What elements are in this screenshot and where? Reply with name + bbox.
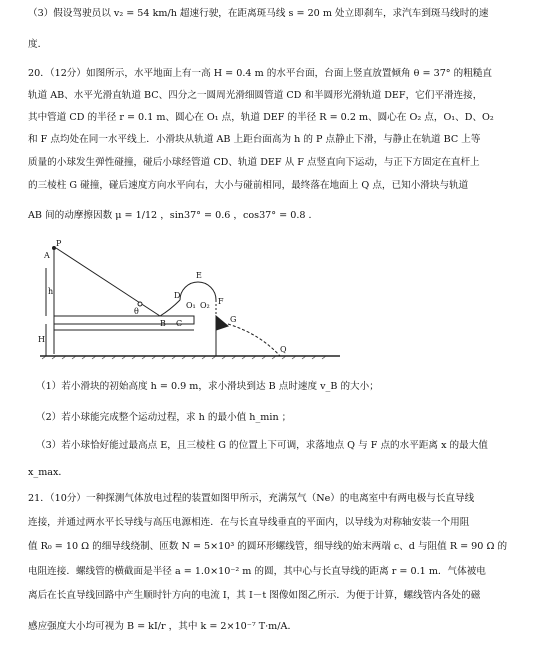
q20-line3: 其中管道 CD 的半径 r = 0.1 m、圆心在 O₁ 点，轨道 DEF 的半径 R = 0.2 m、圆心在 O₂ 点，O₁、D、O₂ bbox=[28, 112, 494, 123]
q20-line6: 的三棱柱 G 碰撞，碰后速度方向水平向右，大小与碰前相同，最终落在地面上 Q 点，已知小滑块与轨道 bbox=[28, 180, 469, 191]
semicircle-def bbox=[180, 282, 216, 300]
q20-part1: （1）若小滑块的初始高度 h = 0.9 m，求小滑块到达 B 点时速度 v_B 的大小； bbox=[36, 381, 379, 392]
q21-line1: 21．（10分）一种探测气体放电过程的装置如图甲所示，充满氖气（Ne）的电离室中有两电极与长直导线 bbox=[28, 493, 475, 504]
q20-line1: 20．（12分）如图所示，水平地面上有一高 H = 0.4 m 的水平台面，台面上竖直放置倾角 θ = 37° 的粗糙直 bbox=[28, 68, 493, 79]
q21-line4: 电阻连接．螺线管的横截面是半径 a = 1.0×10⁻² m 的圆，其中心与长直导线的距离 r = 0.1 m．气体被电 bbox=[28, 566, 486, 577]
platform bbox=[54, 316, 194, 324]
label-o1: O₁ bbox=[186, 301, 196, 310]
q20-line7: AB 间的动摩擦因数 μ = 1/12 ，sin37° = 0.6 ，cos37° = 0.8 ． bbox=[28, 210, 319, 221]
q19-part3-line2: 度． bbox=[28, 39, 48, 50]
q20-line2: 轨道 AB、水平光滑直轨道 BC、四分之一圆周光滑细圆管道 CD 和半圆形光滑轨道 DEF，它们平滑连接， bbox=[28, 90, 483, 101]
label-g: G bbox=[230, 315, 237, 324]
q20-part2: （2）若小球能完成整个运动过程，求 h 的最小值 h_min ； bbox=[36, 412, 292, 423]
label-a: A bbox=[44, 251, 50, 260]
q20-part3-line2: x_max． bbox=[28, 467, 69, 478]
track-diagram bbox=[40, 238, 340, 370]
label-e: E bbox=[196, 271, 202, 280]
prism-g bbox=[216, 316, 228, 330]
ball-marker bbox=[138, 302, 142, 306]
label-q: Q bbox=[280, 345, 287, 354]
label-theta: θ bbox=[134, 307, 139, 316]
incline-track bbox=[56, 248, 160, 316]
label-f: F bbox=[218, 297, 224, 306]
q20-part3-line1: （3）若小球恰好能过最高点 E，且三棱柱 G 的位置上下可调，求落地点 Q 与 F 点的水平距离 x 的最大值 bbox=[36, 440, 488, 451]
label-p: P bbox=[56, 239, 62, 248]
label-d: D bbox=[174, 291, 181, 300]
label-h: h bbox=[48, 287, 54, 296]
q21-line6: 感应强度大小均可视为 B = kI/r ，其中 k = 2×10⁻⁷ T·m/A． bbox=[28, 621, 298, 632]
q19-part3-line1: （3）假设驾驶员以 v₂ = 54 km/h 超速行驶，在距离斑马线 s = 20 m 处立即刹车，求汽车到斑马线时的速 bbox=[28, 8, 489, 19]
label-b: B bbox=[160, 319, 166, 328]
tube-cd bbox=[160, 300, 180, 316]
label-c: C bbox=[176, 319, 183, 328]
q20-line4: 和 F 点均处在同一水平线上．小滑块从轨道 AB 上距台面高为 h 的 P 点静止下滑，与静止在轨道 BC 上等 bbox=[28, 134, 481, 145]
label-H: H bbox=[38, 335, 45, 344]
q21-line5: 离后在长直导线回路中产生顺时针方向的电流 I，其 I－t 图像如图乙所示．为便于计算，螺线管内各处的磁 bbox=[28, 590, 481, 601]
q21-line3: 值 R₀ = 10 Ω 的细导线绕制、匝数 N = 5×10³ 的圆环形螺线管，细导线的始末两端 c、d 与阻值 R = 90 Ω 的 bbox=[28, 541, 508, 552]
trajectory bbox=[228, 324, 280, 356]
q20-line5: 质量的小球发生弹性碰撞，碰后小球经管道 CD、轨道 DEF 从 F 点竖直向下运动，与正下方固定在直杆上 bbox=[28, 157, 480, 168]
q21-line2: 连接，并通过两水平长导线与高压电源相连．在与长直导线垂直的平面内，以导线为对称轴安装一个用阻 bbox=[28, 517, 470, 528]
label-o2: O₂ bbox=[200, 301, 210, 310]
